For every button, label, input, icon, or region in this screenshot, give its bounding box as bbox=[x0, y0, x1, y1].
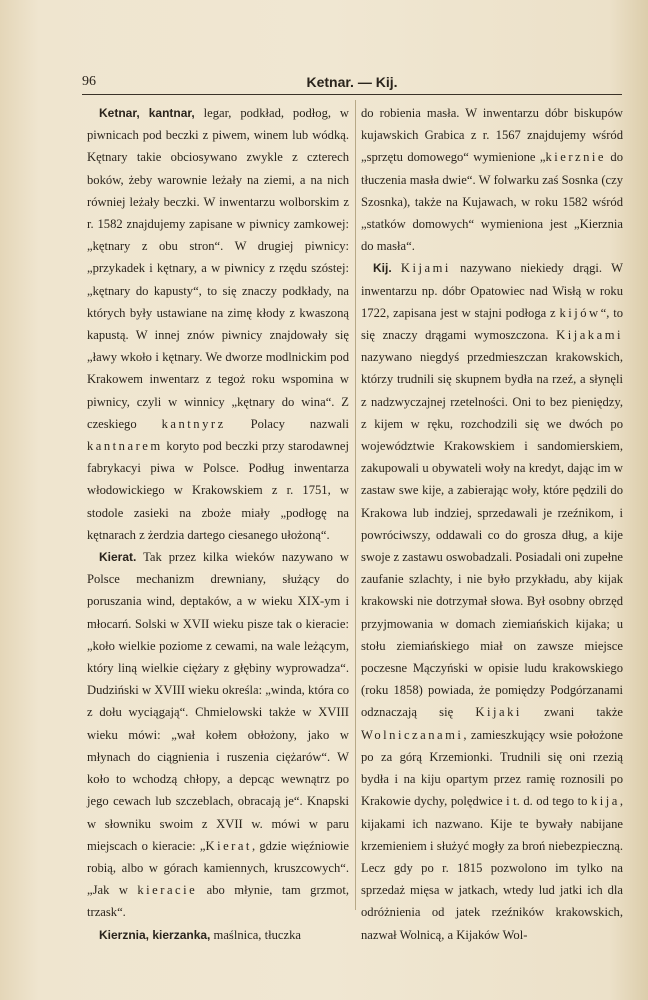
entry-text: , zamieszkujący wsie położone po za górą Krzemionki. Trudnili się oni rzezią bydła i na kiju opartym przez ramię roznosili po Krakowie dychy, polędwice i t. d. od tego to bbox=[361, 727, 623, 809]
spaced-term: kantnarem bbox=[87, 439, 163, 454]
running-title: Ketnar. — Kij. bbox=[306, 74, 398, 90]
entry-kierznia bbox=[87, 924, 349, 946]
column-divider bbox=[355, 100, 356, 910]
header-rule bbox=[82, 94, 622, 95]
left-column bbox=[87, 102, 349, 946]
spaced-term: Kijaki bbox=[475, 705, 522, 720]
entry-kierat bbox=[87, 546, 349, 923]
spaced-term: kieracie bbox=[137, 883, 198, 898]
entry-text bbox=[392, 261, 401, 275]
entry-text: “, to się znaczy drągami wymoszczona. bbox=[361, 305, 623, 343]
spaced-term: kierznie bbox=[545, 150, 607, 165]
entry-text: do tłuczenia masła dwie“. W folwarku zaś Sosnka (czy Szosnka), także na Kujawach, w roku 1582 wśród „statków domowych“ wymieniona jest „Kierznia do masła“. bbox=[361, 150, 623, 254]
entry-text: abo młynie, tam grzmot, trzask“. bbox=[87, 883, 349, 920]
spaced-term: kantnyrz bbox=[161, 416, 226, 431]
entry-text: maślnica, tłuczka bbox=[210, 927, 301, 942]
entry-text: legar, podkład, podłog, w piwnicach pod beczki z piwem, winem lub wódką. Kętnary takie obciosywano zwykle z czterech boków, żeby warownie leżały na ziemi, a na nich równiej leżały beczki. W inwentarzu wolborskim z r. 1582 znajdujemy zapisane w piwnicy zamkowej: „kętnary z obu stron“. W drugiej piwnicy: „przykadek i kętnary, a w piwnicy z rzędu szóstej: „kętnary do kapusty“, to się znaczy podkłady, na których były ustawiane na zimę kłody z kwaszoną kapustą. W innej znów piwnicy znajdowały się „ławy wkoło i kętnary. We dworze modlnickim pod Krakowem inwentarz z tegoż roku wspomina w piwnicy, czyli w winnicy „kętnary do wina“. Z czeskiego bbox=[87, 106, 349, 431]
entry-text: nazywano niekiedy drągi. W inwentarzu np. dóbr Opatowiec nad Wisłą w roku 1722, zapisana jest w stajni podłoga z bbox=[361, 261, 623, 320]
entry-kierznia-continued bbox=[361, 102, 623, 257]
spaced-term: Kierat bbox=[205, 838, 252, 853]
entry-text: , gdzie więźniowie robią, albo w górach kamiennych, kruszcowych“. „Jak w bbox=[87, 838, 349, 898]
entry-headword: Kierat. bbox=[99, 550, 137, 565]
entry-headword: Kij. bbox=[373, 261, 392, 276]
entry-text: , kijakami ich nazwano. Kije te bywały nabijane krzemieniem i służyć mogły za broń niebezpieczną. Lecz gdy po r. 1815 pozwolono im tylko na sprzedaż mięsa w jatkach, wtedy lud jatki ich dla odróżnienia od jatek rzeźników krakowskich, nazwał Wolnicą, a Kijaków Wol- bbox=[361, 794, 623, 942]
entry-ketnar bbox=[87, 102, 349, 546]
right-column bbox=[361, 102, 623, 946]
entry-text: do robienia masła. W inwentarzu dóbr biskupów kujawskich Grabica z r. 1567 znajdujemy wśród „sprzętu domowego“ wymienione „ bbox=[361, 106, 623, 165]
spaced-term: kijów bbox=[559, 305, 601, 320]
entry-text: Polacy nazwali bbox=[225, 416, 349, 431]
entry-text: Tak przez kilka wieków nazywano w Polsce mechanizm drewniany, służący do poruszania wind, deptaków, a w wieku XIX-ym i młocarń. Solski w XVII wieku pisze tak o kieracie: „koło wielkie poziome z cewami, na wale leżącym, który liną wielkie ciężary z głębiny wyprowadza“. Dudziński w XVIII wieku określa: „winda, która co z dołu wyciągają“. Chmielowski także w XVIII wieku mówi: „wał kołem obłożony, jako w młynach do ciągnienia i ruszenia ciężarów“. W koło to wchodzą chłopy, a depcąc wewnątrz po jego cewach lub szczeblach, obracają je“. Knapski w słowniku swoim z XVII w. mówi w paru miejscach o kieracie: „ bbox=[87, 550, 349, 853]
entry-kij bbox=[361, 257, 623, 945]
entry-text: koryto pod beczki przy starodawnej fabrykacyi piwa w Polsce. Podług inwentarza włodowickiego w Krakowskiem z r. 1751, w stodole zasieki na zboże miały „podłogę na kętnarach z żerdzia dartego ciesanego ułożoną“. bbox=[87, 439, 349, 542]
entry-headword: Ketnar, kantnar, bbox=[99, 106, 195, 120]
spaced-term: Wolniczanami bbox=[361, 727, 464, 742]
entry-text: zwani także bbox=[521, 705, 624, 720]
page-number: 96 bbox=[82, 74, 96, 89]
page-header bbox=[82, 74, 622, 94]
spaced-term: Kijakami bbox=[556, 328, 623, 343]
entry-headword: Kierznia, kierzanka, bbox=[99, 927, 211, 942]
spaced-term: Kijami bbox=[400, 261, 451, 276]
spaced-term: kija bbox=[590, 794, 620, 809]
entry-text: nazywano niegdyś przedmieszczan krakowskich, którzy trudnili się skupnem bydła na rzeź, a słynęli z nadzwyczajnej rzetelności. Oni to bez pieniędzy, z kijem w ręku, rozchodzili się we dwóch po województwie Krakowskiem i sandomierskiem, zakupowali u obywateli woły na kredyt, dając im w zastaw swe kije, a zabierając woły, które pędzili do Krakowa lub indziej, sprzedawali je rzeźnikom, i powróciwszy, oddawali co do grosza dług, a kije swoje z zastawu oswobadzali. Posiadali oni zupełne zaufanie szlachty, i nie było przykładu, aby kijak krakowski nie dotrzymał słowa. Był osobny obrzęd przyjmowania w domach ziemiańskich kijaka; u stołu ziemiańskiego miał on zawsze miejsce poczesne Mączyński w opisie ludu krakowskiego (roku 1858) powiada, że pomiędzy Podgórzanami odznaczają się bbox=[361, 350, 623, 720]
